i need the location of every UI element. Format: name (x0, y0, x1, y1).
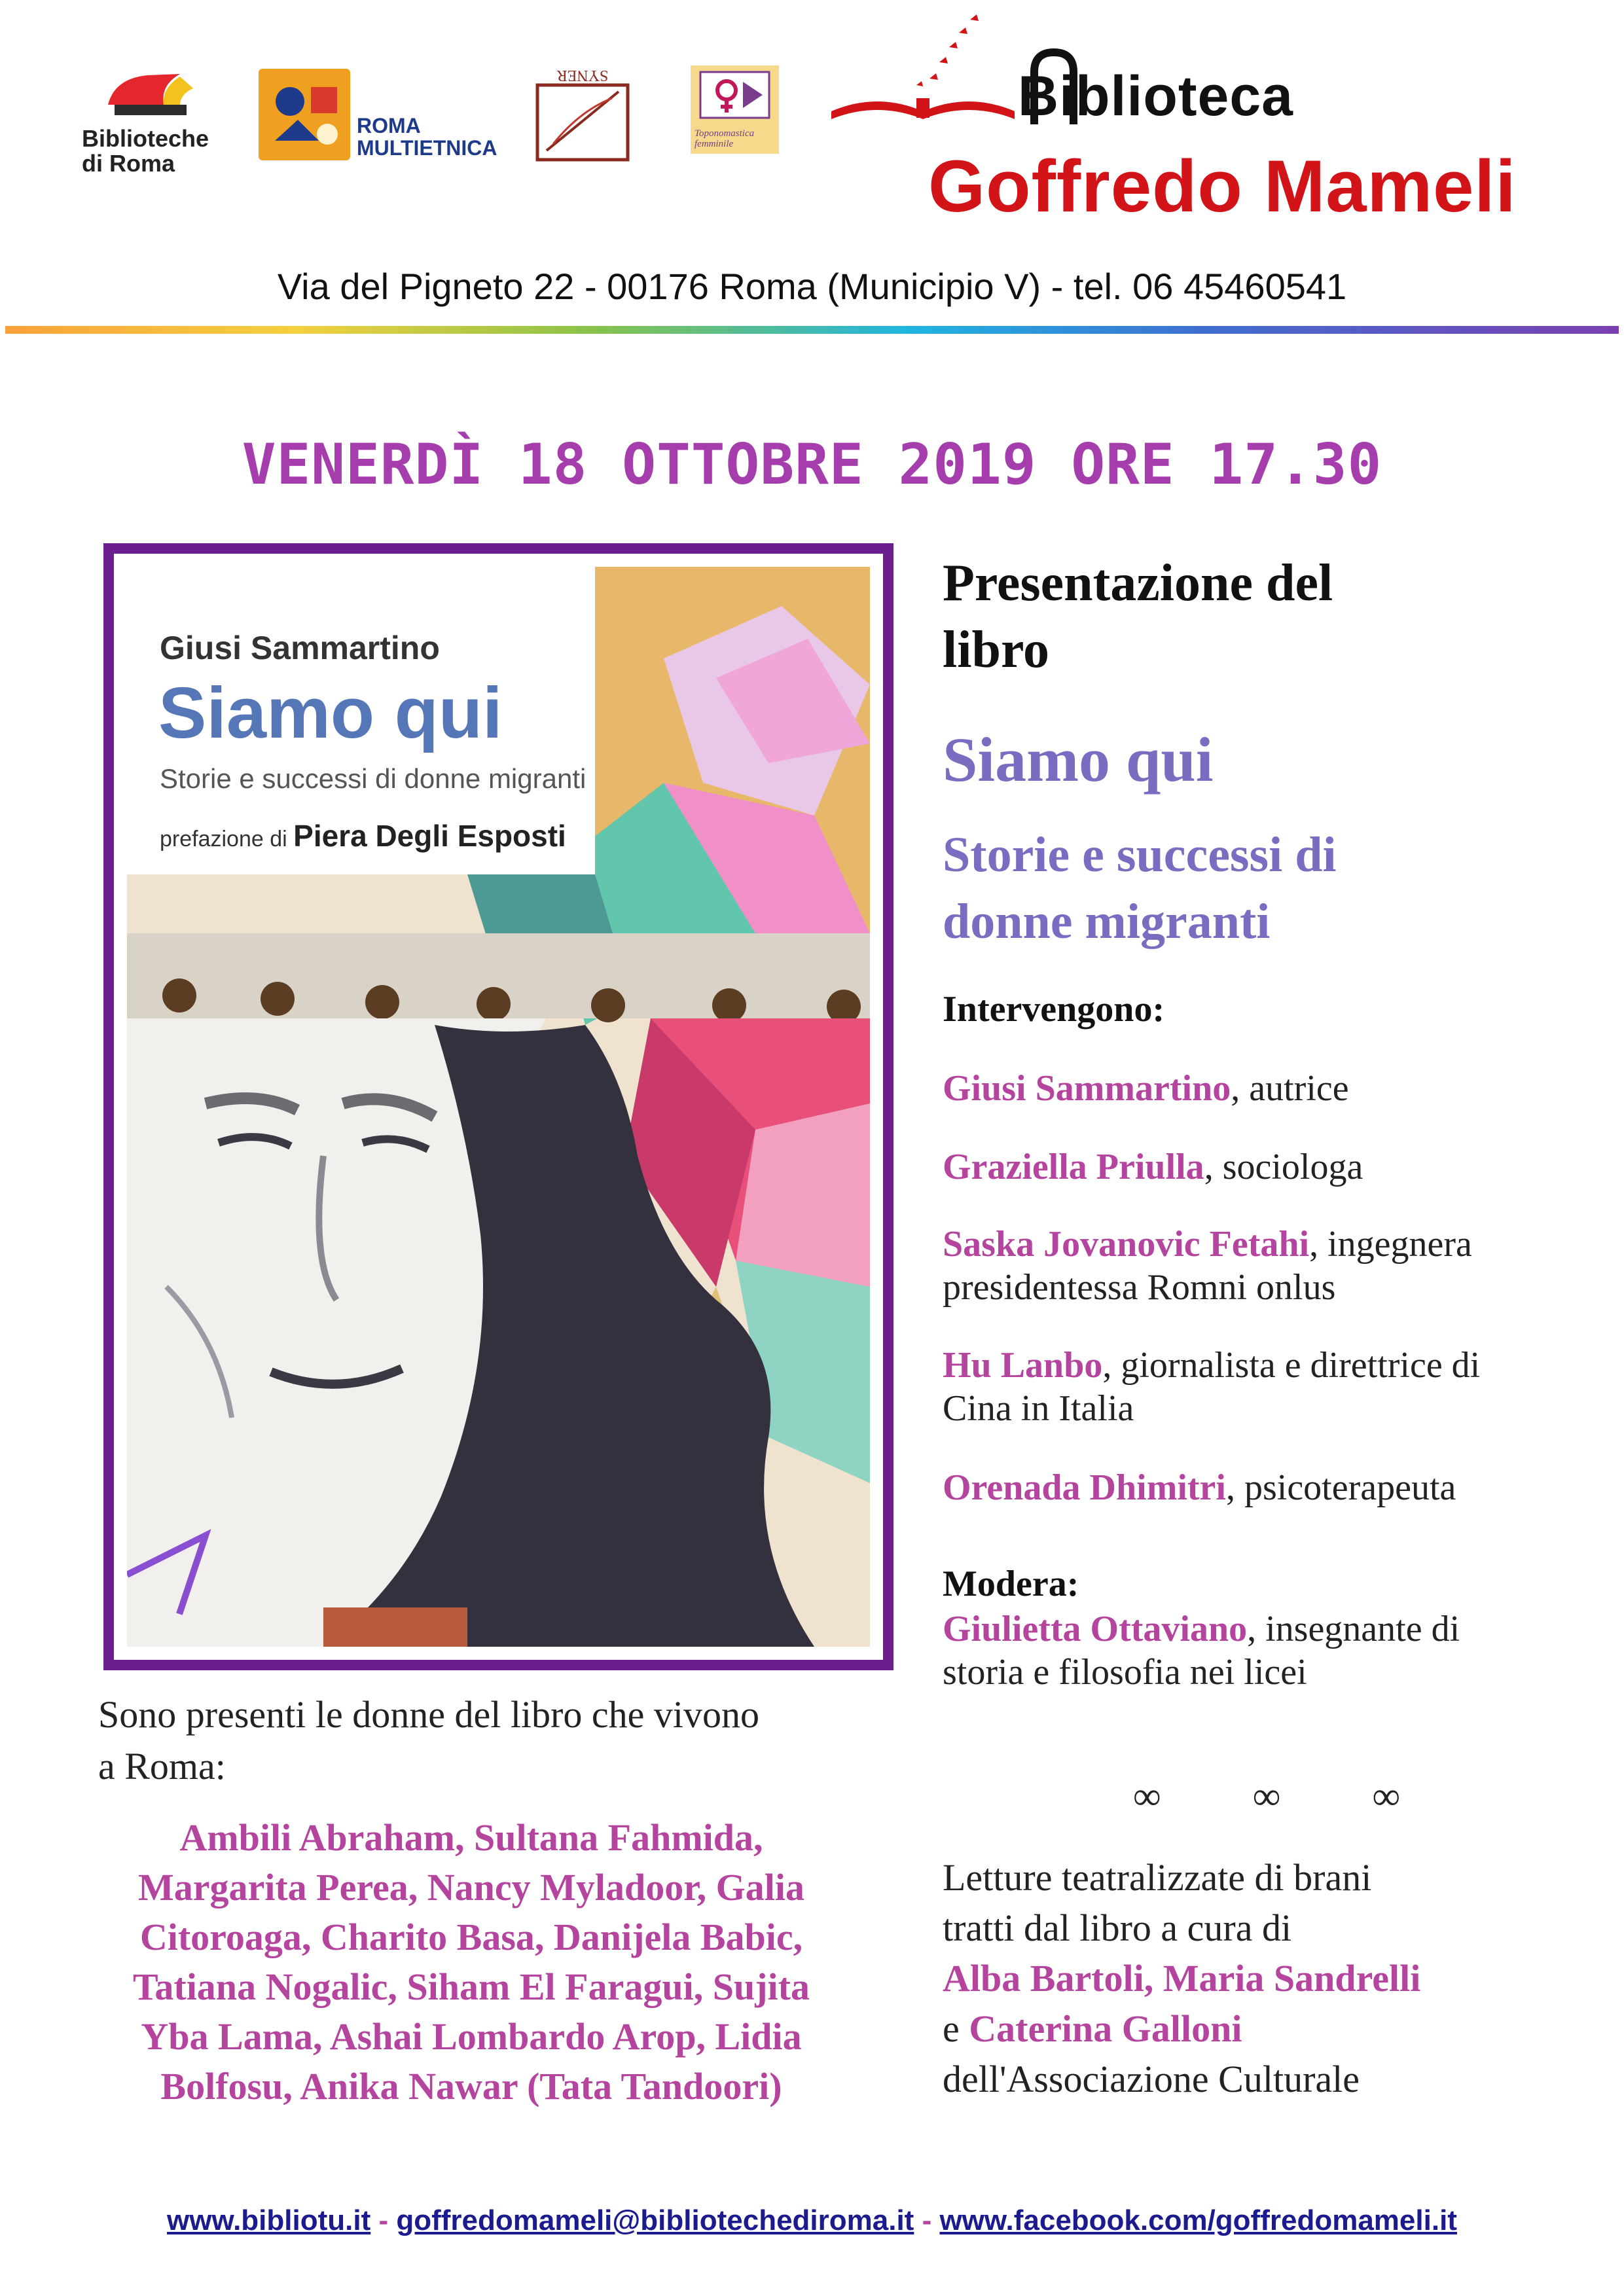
cover-author: Giusi Sammartino (160, 630, 440, 666)
infinity-icon: ∞ (1372, 1774, 1401, 1818)
speaker-role: , psicoterapeuta (1225, 1467, 1456, 1508)
synergasia-logo (533, 65, 632, 164)
logo-text-line: MULTIETNICA (357, 136, 497, 160)
names-line: Yba Lama, Ashai Lombardo Arop, Lidia (141, 2015, 802, 2058)
speaker-name: Giusi Sammartino (943, 1068, 1231, 1109)
speaker-role: , autrice (1231, 1068, 1349, 1109)
moderator-role-cont: storia e filosofia nei licei (943, 1652, 1307, 1693)
svg-text:SYNER: SYNER (556, 67, 609, 84)
speaker-role: , giornalista e direttrice di (1102, 1345, 1481, 1386)
presentation-heading: Presentazione del libro (943, 554, 1333, 679)
infinity-icon: ∞ (1132, 1774, 1161, 1818)
biblioteche-di-roma-logo (82, 69, 245, 180)
cover-subtitle: Storie e successi di donne migranti (160, 763, 586, 794)
speaker-name: Graziella Priulla (943, 1147, 1204, 1187)
speaker-item (943, 1344, 1591, 1430)
facebook-link[interactable]: www.facebook.com/goffredomameli.it (939, 2204, 1457, 2236)
cover-preface (160, 818, 566, 853)
moderator-name: Giulietta Ottaviano (943, 1609, 1248, 1649)
speaker-item (943, 1067, 1591, 1110)
toponomastica-caption: Toponomastica femminile (695, 128, 755, 149)
event-date: VENERDÌ 18 OTTOBRE 2019 ORE 17.30 (242, 432, 1382, 497)
toponomastica-femminile-logo (691, 65, 779, 154)
moderator-label: Modera: (943, 1564, 1079, 1604)
rainbow-divider (5, 326, 1619, 334)
speaker-role: , sociologa (1204, 1147, 1363, 1187)
readers-names: Alba Bartoli, Maria Sandrelli (943, 1957, 1421, 2000)
roma-multietnica-mark (259, 69, 350, 160)
logo-text-line: ROMA (357, 114, 421, 137)
infinity-separator (943, 1774, 1591, 1819)
website-link[interactable]: www.bibliotu.it (167, 2204, 371, 2236)
moderator-role: , insegnante di (1247, 1609, 1460, 1649)
names-line: Ambili Abraham, Sultana Fahmida, (179, 1816, 763, 1859)
book-subtitle: Storie e successi di donne migranti (943, 827, 1337, 949)
email-link[interactable]: goffredomameli@bibliotechediroma.it (396, 2204, 914, 2236)
book-stack-icon (101, 69, 200, 121)
book-title: Siamo qui (943, 725, 1214, 795)
names-line: Citoroaga, Charito Basa, Danijela Babic, (139, 1916, 803, 1958)
speaker-name: Hu Lanbo (943, 1345, 1103, 1386)
present-women-names (98, 1813, 844, 2111)
speaker-role-cont: presidentessa Romni onlus (943, 1267, 1336, 1308)
library-name-line1: Biblioteca (1018, 65, 1293, 128)
cover-title-panel (127, 567, 595, 874)
infinity-icon: ∞ (1252, 1774, 1281, 1818)
speaker-item (943, 1466, 1591, 1509)
speakers-label: Intervengono: (943, 989, 1165, 1030)
cover-preface-label: prefazione di (160, 827, 287, 852)
speaker-role: , ingegnera (1309, 1224, 1472, 1265)
present-women-intro: Sono presenti le donne del libro che vivono a Roma: (98, 1693, 759, 1787)
speaker-item (943, 1223, 1591, 1309)
library-address: Via del Pigneto 22 - 00176 Roma (Municipio V) - tel. 06 45460541 (277, 266, 1347, 307)
names-line: Margarita Perea, Nancy Myladoor, Galia (137, 1866, 805, 1909)
footer-links: www.bibliotu.it - goffredomameli@bibliotechediroma.it - www.facebook.com/goffredomameli.it (167, 2204, 1457, 2236)
logo-text-line: di Roma (82, 150, 175, 177)
book-cover (127, 567, 870, 1647)
logo-text-line: Biblioteche (82, 125, 209, 152)
speaker-item (943, 1145, 1591, 1189)
cover-preface-author: Piera Degli Esposti (293, 819, 566, 853)
speaker-name: Orenada Dhimitri (943, 1467, 1226, 1508)
names-line: Bolfosu, Anika Nawar (Tata Tandoori) (160, 2065, 782, 2108)
roma-multietnica-logo (259, 69, 497, 167)
moderator-item (943, 1607, 1591, 1694)
names-line: Tatiana Nogalic, Siham El Faragui, Sujita (133, 1965, 810, 2008)
library-name-line2: Goffredo Mameli (928, 145, 1517, 227)
speaker-name: Saska Jovanovic Fetahi (943, 1224, 1310, 1265)
readers-names: Caterina Galloni (969, 2007, 1242, 2050)
readings-text: Letture teatralizzate di brani tratti dal libro a cura di Alba Bartoli, Maria Sandrelli e Caterina Galloni dell'Associazione Culturale (943, 1852, 1591, 2104)
cover-title: Siamo qui (158, 673, 503, 753)
speaker-role-cont: Cina in Italia (943, 1388, 1134, 1429)
